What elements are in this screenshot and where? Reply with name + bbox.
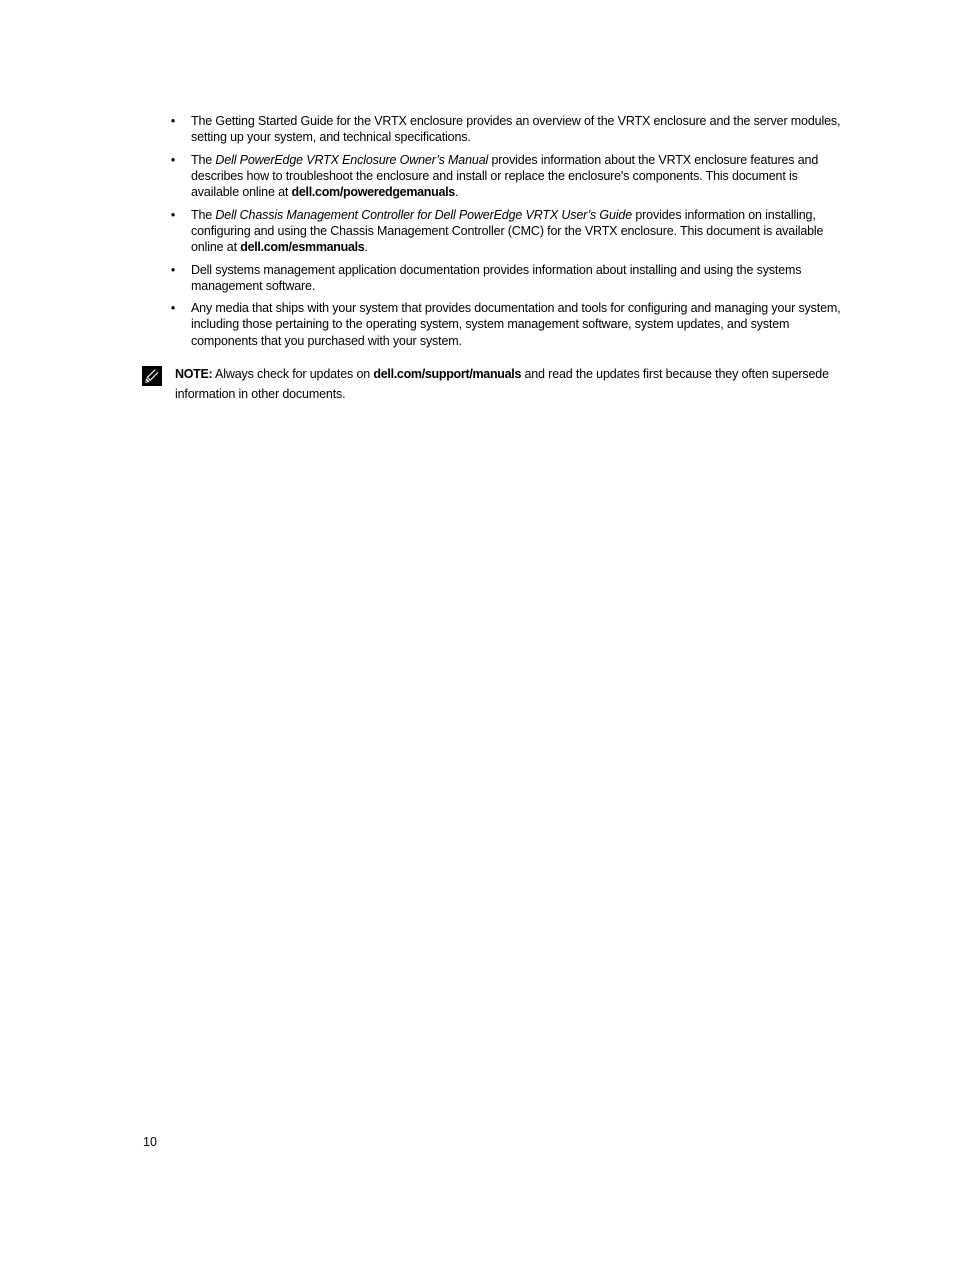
- note-text-after: and read the updates first because they often supersede information in other documents.: [175, 367, 829, 401]
- related-documentation-list: [170, 113, 843, 355]
- bullet-icon: •: [170, 301, 176, 316]
- list-item: [170, 113, 843, 145]
- list-item-text: The Getting Started Guide for the VRTX enclosure provides an overview of the VRTX enclosure and the server modules, setting up your system, and technical specifications.: [191, 114, 841, 145]
- list-item-suffix: .: [364, 240, 368, 255]
- page-number: 10: [143, 1135, 157, 1149]
- manual-link[interactable]: dell.com/esmmanuals: [240, 240, 365, 255]
- note-text: [175, 364, 835, 404]
- note-text-before: Always check for updates on: [212, 367, 374, 381]
- list-item-text: provides information about the VRTX enclosure features and describes how to troubleshoot the enclosure and install or replace the enclosure's components. This document is available online at: [191, 152, 819, 200]
- list-item: [170, 207, 843, 256]
- list-item-prefix: The: [191, 207, 216, 222]
- manual-link[interactable]: dell.com/poweredgemanuals: [291, 185, 455, 200]
- list-item: [170, 262, 843, 294]
- list-item-text: Dell systems management application documentation provides information about installing and using the systems management software.: [191, 262, 802, 293]
- document-title: Dell Chassis Management Controller for Dell PowerEdge VRTX User’s Guide: [215, 207, 633, 222]
- list-item-text: Any media that ships with your system that provides documentation and tools for configuring and managing your system, including those pertaining to the operating system, system management software, system updates, and system components that you purchased with your system.: [191, 301, 841, 348]
- pencil-note-icon: [142, 366, 162, 386]
- note-label: NOTE:: [175, 367, 213, 381]
- bullet-icon: •: [170, 207, 176, 222]
- document-title: Dell PowerEdge VRTX Enclosure Owner’s Manual: [215, 152, 489, 167]
- support-manuals-link[interactable]: dell.com/support/manuals: [373, 367, 522, 381]
- list-item: [170, 300, 843, 349]
- list-item: [170, 152, 843, 201]
- bullet-icon: •: [170, 152, 176, 167]
- list-item-text: provides information on installing, configuring and using the Chassis Management Controller (CMC) for the VRTX enclosure. This document is available online at: [191, 207, 824, 255]
- list-item-prefix: The: [191, 152, 216, 167]
- bullet-icon: •: [170, 114, 176, 128]
- list-item-suffix: .: [454, 185, 459, 200]
- bullet-icon: •: [170, 262, 176, 277]
